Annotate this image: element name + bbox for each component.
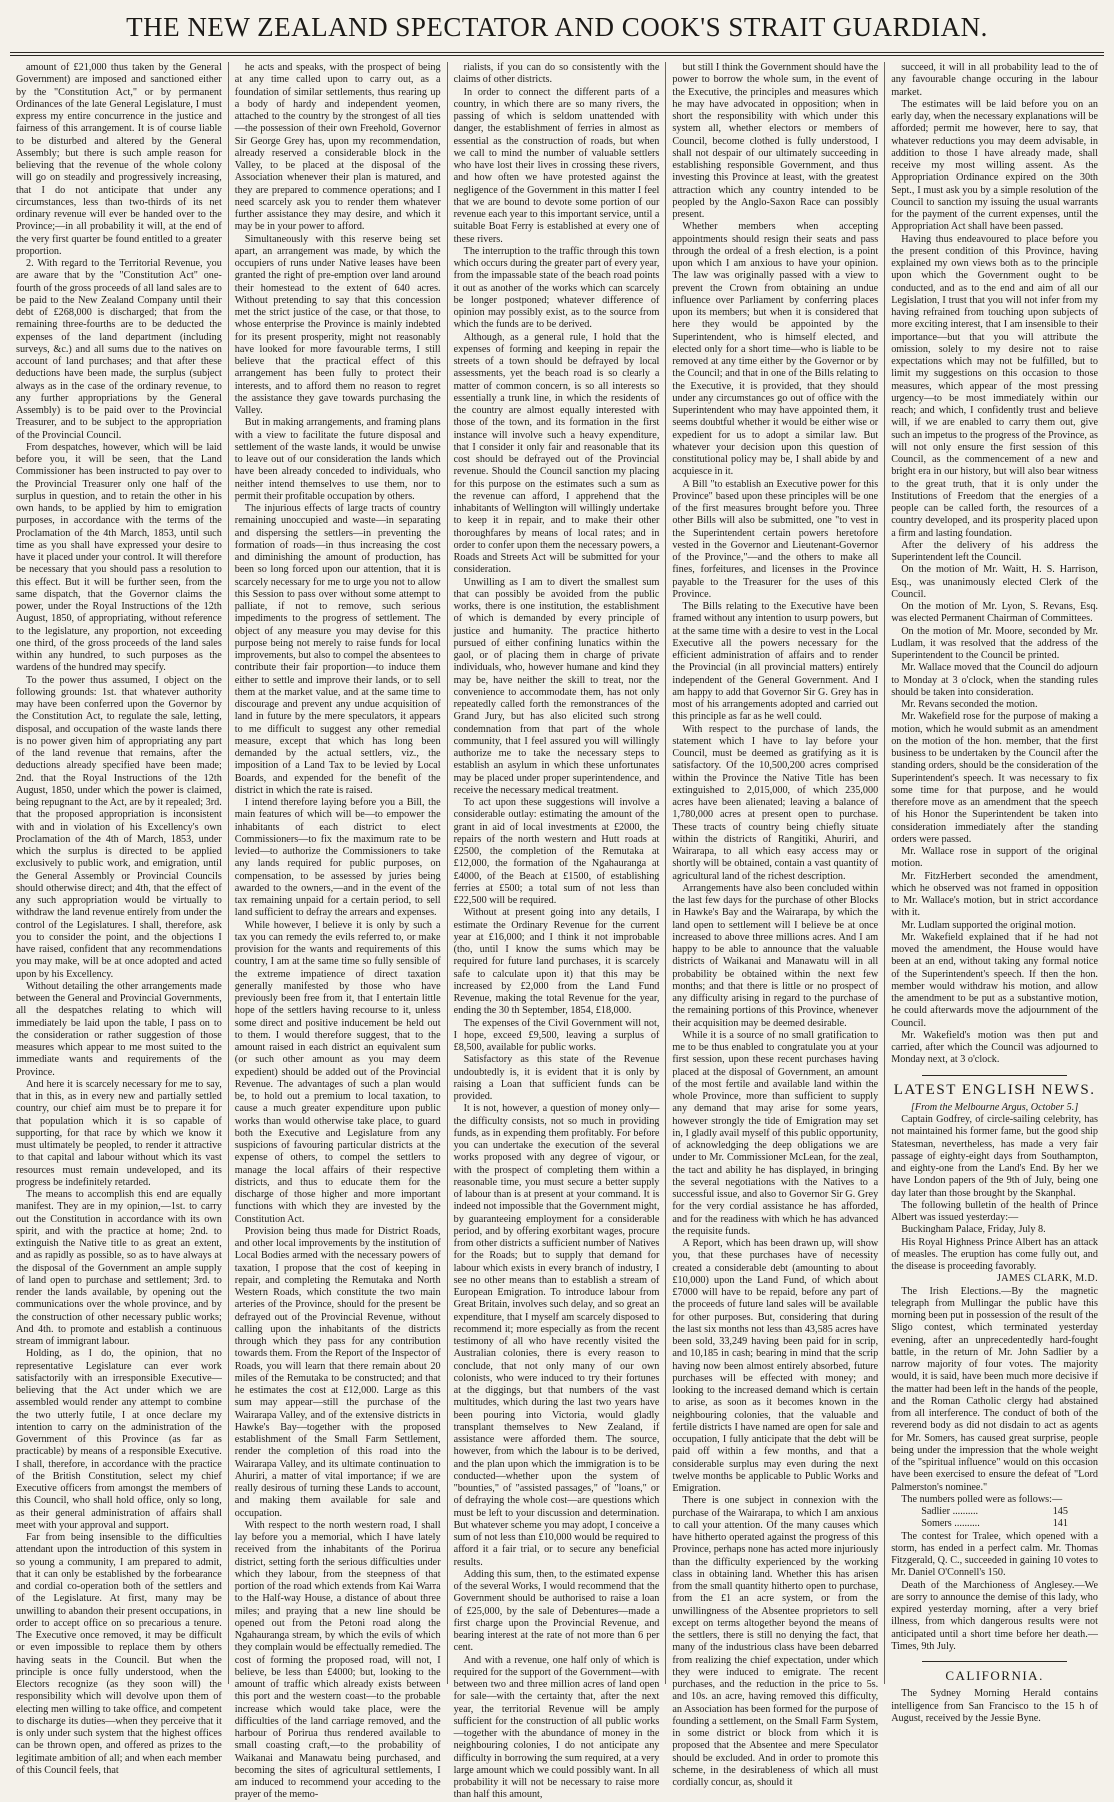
california-paragraphs <box>891 1688 1098 1725</box>
column-4 <box>666 62 885 1788</box>
paragraph: A Bill "to establish an Executive power for this Province" based upon these principles will be one of the first measures brought before you. Three other Bills will also be submitted, one "to vest in the Superintendent certain powers heretofore vested in the Governor and Lieutenant-Governor of the Province,"—and the others to make all fines, forfeitures, and licenses in the Province payable to the Treasurer for the uses of this Province. <box>672 478 879 600</box>
paragraph: succeed, it will in all probability lead to the of any favourable change occuring in the labour market. <box>891 62 1098 98</box>
section-rule <box>922 1075 1067 1076</box>
paragraph: Mr. Wakefield explained that if he had not moved the amendment, the House would have been at an end, without taking any formal notice of the Superintendent's speech. If then the hon. member would withdraw his motion, and allow the amendment to be put as a substantive motion, he could afterwards move the adjournment of the Council. <box>891 931 1098 1029</box>
paragraph: Whether members when accepting appointments should resign their seats and pass through the ordeal of a fresh election, is a point upon which I am anxious to have your opinion. The law was originally passed with a view to prevent the Crown from obtaining an undue influence over Parliament by conferring places upon its members; but when it is considered that here they would be appointed by the Superintendent, who is himself elected, and elected only for a short time—who is liable to be removed at any time either by the Governor or by the Council; and that in one of the Bills relating to the Executive, it is provided, that they should under any circumstances go out of office with the Superintendent who may have appointed them, it seems doubtful whether it would be either wise or expedient for us to adopt a similar law. But whatever your decision upon this question of constitutional policy may be, I shall abide by and acquiesce in it. <box>672 221 879 478</box>
paragraph: Arrangements have also been concluded within the last few days for the purchase of other Blocks in Hawke's Bay and the Wairarapa, by which the land open to settlement will I believe be at once increased to above three millions acres. And I am happy to be able to announce that the valuable districts of Waikanai and Manawatu will in all probability be obtained within the next few months; and that there is little or no prospect of any difficulty arising in regard to the purchase of the remaining portions of this Province, whenever their acquisition may be deemed desirable. <box>672 882 879 1029</box>
column-2 <box>229 62 448 1801</box>
paragraph: Simultaneously with this reserve being set apart, an arrangement was made, by which the occupiers of runs under Native leases have been granted the right of pre-emption over land around their homestead to the extent of 640 acres. Without pretending to say that this concession met the strict justice of the case, or that those, to whose enterprise the Province is mainly indebted for its present prosperity, might not reasonably have looked for more favourable terms, I still believe that the practical effect of this arrangement has been fully to protect their interests, and to afford them no reason to regret the assistance they gave towards purchasing the Valley. <box>234 233 441 416</box>
paragraph: Mr. Wakefield rose for the purpose of making a motion, which he would submit as an amendment on the motion of the hon. member, that the first business to be undertaken by the Council after the standing orders, should be the consideration of the Superintendent's speech. It was necessary to fix some time for that purpose, and he would therefore move as an amendment that the speech of his Honor the Superintendent be taken into consideration immediately after the standing orders were passed. <box>891 711 1098 845</box>
paragraph: Captain Godfrey, of circle-sailing celebrity, has not maintained his former fame, but the good ship Statesman, nevertheless, has made a very fair passage of eighty-eight days from Southampton, and eighty-one from the Land's End. By her we have London papers of the 9th of July, being one day later than those brought by the Skanphal. <box>891 1114 1098 1199</box>
paragraph: While it is a source of no small gratification to me to be thus enabled to congratulate you at your first session, upon these recent purchases having placed at the disposal of Government, an amount of the most fertile and available land within the whole Province, more than sufficient to supply any demand that may arise for some years, however strongly the tide of Emigration may set in, I gladly avail myself of this public opportunity, of acknowledging the deep obligations we are under to Mr. Commissioner McLean, for the zeal, the tact and ability he has displayed, in bringing the several negotiations with the Natives to a successful issue, and also to Governor Sir G. Grey for the very cordial assistance he has afforded, and for the readiness with which he has advanced the requisite funds. <box>672 1029 879 1237</box>
column-5 <box>885 62 1104 1724</box>
paragraph: To act upon these suggestions will involve a considerable outlay: estimating the amount of the grant in aid of local investments at £2000, the repairs of the north western and Hutt roads at £2500, the completion of the Remutaka at £12,000, the formation of the Ngahauranga at £4000, of the Beach at £1500, of establishing ferries at £500; a total sum of not less than £22,500 will be required. <box>453 797 660 906</box>
paragraph: 2. With regard to the Territorial Revenue, you are aware that by the "Constitution Act" one-fourth of the gross proceeds of all land sales are to be paid to the New Zealand Company until their debt of £268,000 is discharged; that from the remaining three-fourths are to be deducted the expenses of the land department (including surveys, &c.) and all sums due to the natives on account of land purchases; and that after these deductions have been made, the surplus (subject always as in the case of the ordinary revenue, to any further appropriations by the General Assembly) is to be paid over to the Provincial Treasurer, and to be subject to the appropriation of the Provincial Council. <box>16 258 222 441</box>
paragraph: Mr. Revans seconded the motion. <box>901 699 1038 710</box>
paragraph: The estimates will be laid before you on an early day, when the necessary explanations will be afforded; permit me however, here to say, that whatever reductions you may deem advisable, in addition to those I have already made, shall receive my most willing assent. As the Appropriation Ordinance expired on the 30th Sept., I must ask you by a simple resolution of the Council to sanction my issuing the usual warrants for the payment of the current expenses, until the Appropriation Act shall have been passed. <box>891 98 1098 233</box>
page-columns <box>10 62 1104 1801</box>
news-paragraphs-2 <box>891 1286 1098 1507</box>
column-1 <box>10 62 229 1776</box>
paragraph: In order to connect the different parts of a country, in which there are so many rivers, the passing of which is seldom unattended with danger, the establishment of ferries in almost as essential as the construction of roads, but when we call to mind the number of valuable settlers who have lost their lives in crossing these rivers, and how often we have protested against the negligence of the Government in this matter I feel that we are bound to devote some portion of our revenue each year to this important service, until a suitable Boat Ferry is established at every one of these rivers. <box>453 86 660 245</box>
paragraph: The numbers polled were as follows:— <box>901 1493 1063 1505</box>
paragraph: Mr. Wallace rose in support of the original motion. <box>891 846 1098 870</box>
paragraph: he acts and speaks, with the prospect of being at any time called upon to carry out, as a foundation of similar settlements, thus rearing up a body of hardy and independent yeomen, attached to the country by the strongest of all ties—the possession of their own Freehold, Governor Sir George Grey has, upon my recommendation, already reserved a considerable block in the Valley, to be placed at the disposal of the Association whenever their plan is matured, and they are prepared to commence operations; and I need scarcely ask you to render them whatever further assistance they may desire, and which it may be in your power to afford. <box>234 62 441 233</box>
paragraph: After the delivery of his address the Superintendent left the Council. <box>891 539 1098 563</box>
paragraph: There is one subject in connexion with the purchase of the Wairarapa, to which I am anxious to call your attention. Of the many causes which have hitherto operated against the progress of this Province, perhaps none has acted more injuriously than the difficulty experienced by the working class in obtaining land. Whether this has arisen from the small quantity hitherto open to purchase, from the £1 an acre system, or from the unwillingness of the Absentee proprietors to sell except on terms altogether beyond the means of the settlers, there is still no denying the fact, that many of the industrious class have been debarred from realizing the chief expectation, under which they were induced to emigrate. The recent purchases, and the reduction in the price to 5s. and 10s. an acre, having removed this difficulty, an Association has been formed for the purpose of founding a settlement, on the Small Farm System, in some district or block from which it is proposed that the Absentee and mere Speculator should be excluded. And in order to promote this scheme, in the desirableness of which all must cordially concur, as, should it <box>672 1495 879 1788</box>
paragraph: Having thus endeavoured to place before you the present condition of this Province, having explained my own views both as to the principle upon which the Government ought to be conducted, and as to the end and aim of all our Legislation, I trust that you will not infer from my having refrained from touching upon subjects of more exciting interest, that I am insensible to their importance—but that you will attribute the omission, solely to my desire not to raise expectations which may not be fulfilled, but to limit my suggestions on this occasion to those measures, which appear of the most pressing urgency—to be most immediately within our reach; and which, I confidently trust and believe will, if we are enabled to carry them out, give such an impetus to the progress of the Province, as will not only ensure the first session of this Council, as the commencement of a new and bright era in our history, but will also bear witness to the great truth, that it is only under the Institutions of Freedom that the energies of a people can be called forth, the resources of a country developed, and its prosperity placed upon a firm and lasting foundation. <box>891 233 1098 539</box>
paragraph: but still I think the Government should have the power to borrow the whole sum, in the event of the Executive, the principles and measures which he may have advocated in opposition; when in short the responsibility with which under this system all, whether electors or members of Council, become clothed is fully understood, I shall not despair of our ultimately succeeding in establishing responsible Government, and thus investing this Province at least, with the greatest attraction which any country intended to be peopled by the Anglo-Saxon Race can possibly present. <box>672 62 879 220</box>
paragraph: rialists, if you can do so consistently with the claims of other districts. <box>453 62 660 86</box>
paragraph: Satisfactory as this state of the Revenue undoubtedly is, it is evident that it is only by raising a Loan that sufficient funds can be provided. <box>453 1054 660 1102</box>
paragraph: The interruption to the traffic through this town which occurs during the greater part of every year, from the impassable state of the beach road points it out as another of the works which can scarcely be longer postponed; whatever difference of opinion may possibly exist, as to the source from which the funds are to be derived. <box>453 245 660 331</box>
paragraph: On the motion of Mr. Moore, seconded by Mr. Ludlam, it was resolved that the address of the Superintendent to the Council be printed. <box>891 625 1098 661</box>
poll-row <box>891 1518 1098 1530</box>
paragraph: Unwilling as I am to divert the smallest sum that can possibly be avoided from the public works, there is one institution, the establishment of which is demanded by every principle of justice and humanity. The practice hitherto pursued of either confining lunatics within the gaol, or of placing them in charge of private individuals, who, however humane and kind they may be, have neither the skill to treat, nor the convenience to accommodate them, has not only repeatedly called forth the remonstrances of the Grand Jury, but has also elicited such strong condemnation from that part of the whole community, that I feel assured you will willingly authorize me to take the necessary steps to establish an asylum in which these unfortunates may be placed under proper superintendence, and receive the necessary medical treatment. <box>453 576 660 796</box>
news-signature: JAMES CLARK, M.D. <box>997 1273 1098 1285</box>
paragraph: But in making arrangements, and framing plans with a view to facilitate the future disposal and settlement of the waste lands, it would be unwise to leave out of our consideration the lands which have been already conceded to individuals, who neither intend themselves to use them, nor to permit their profitable occupation by others. <box>234 417 441 502</box>
paragraph: Without at present going into any details, I estimate the Ordinary Revenue for the current year at £16,000; and I think it not improbable (tho, until I know the sums which may be required for future land purchases, it is scarcely safe to calculate upon it) that this may be increased by £2,000 from the Land Fund Revenue, making the total Revenue for the year, ending the 30 th September, 1854, £18,000. <box>453 907 660 1017</box>
paragraph: Provision being thus made for District Roads, and other local improvements by the institution of Local Bodies armed with the necessary powers of taxation, I propose that the cost of keeping in repair, and completing the Remutaka and North Western Roads, which constitute the two main arteries of the Province, should for the present be defrayed out of the Provincial Revenue, without calling upon the inhabitants of the districts through which they pass for any contribution towards them. From the Report of the Inspector of Roads, you will learn that there remain about 20 miles of the Remutaka to be constructed; and that he estimates the cost at £12,000. Large as this sum may appear—still the purchase of the Wairarapa Valley, and of the extensive districts in Hawke's Bay—together with the proposed establishment of the Small Farm Settlement, render the completion of this road into the Wairarapa Valley, and its ultimate continuation to Ahuriri, a matter of vital importance; if we are really desirous of turning these Lands to account, and making them available for sale and occupation. <box>234 1225 441 1519</box>
paragraph: Death of the Marchioness of Anglesey.—We are sorry to announce the demise of this lady, who expired yesterday morning, after a very brief illness, from which dangerous results were not anticipated until a short time before her death.—Times, 9th July. <box>891 1579 1098 1652</box>
paragraph: With respect to the north western road, I shall lay before you a memorial, which I have lately received from the inhabitants of the Porirua district, setting forth the serious difficulties under which they labour, from the steepness of that portion of the road which extends from Kai Warra to the Half-way House, a distance of about three miles; and praying that a new line should be opened out from the Petoni road along the Ngahauranga stream, by which the evils of which they complain would be effectually remedied. The cost of forming the proposed road, will not, I believe, be less than £4000; but, looking to the amount of traffic which already exists between this port and the western coast—to the probable increase which would take place, were the difficulties of the land carriage removed, and the harbour of Porirua thus rendered available to small coasting craft,—to the probability of Waikanai and Manawatu being purchased, and becoming the sites of agricultural settlements, I am induced to recommend your acceding to the prayer of the memo- <box>234 1519 441 1801</box>
paragraph: On the motion of Mr. Lyon, S. Revans, Esq. was elected Permanent Chairman of Committees. <box>891 601 1098 625</box>
candidate-votes: 141 <box>1052 1518 1068 1530</box>
paragraph: His Royal Highness Prince Albert has an attack of measles. The eruption has come fully out, and the disease is proceeding favorably. <box>891 1236 1098 1272</box>
news-source: [From the Melbourne Argus, October 5.] <box>910 1101 1079 1113</box>
paragraph: The expenses of the Civil Government will not, I hope, exceed £9,500, leaving a surplus of £8,500, available for public works. <box>453 1017 660 1053</box>
paragraph: Mr. Ludlam supported the original motion. <box>901 919 1076 931</box>
paragraph: And with a revenue, one half only of which is required for the support of the Government—with between two and three million acres of land open for sale—with the certainty that, after the next year, the territorial Revenue will be amply sufficient for the construction of all public works—together with the abundance of money in the neighbouring colonies, I do not anticipate any difficulty in borrowing the sum required, at a very large amount which we could possibly want. In all probability it will not be necessary to raise more than half this amount, <box>453 1654 660 1801</box>
masthead-title: THE NEW ZEALAND SPECTATOR AND COOK'S STRAIT GUARDIAN. <box>126 12 988 42</box>
california-heading: CALIFORNIA. <box>945 1668 1044 1683</box>
masthead-rule-bottom <box>10 55 1104 56</box>
paragraph: The means to accomplish this end are equally manifest. They are in my opinion,—1st. to carry out the Constitution in accordance with its own spirit, and with the practice at home; 2nd. to extinguish the Native title to as great an extent, and as rapidly as possible, so as to have always at the disposal of the Government an ample supply of land open to purchase and settlement; 3rd. to render the lands available, by opening out the communications over the whole province, and by the construction of other necessary public works; And 4th. to promote and establish a continuous stream of immigrant labour. <box>16 1189 222 1347</box>
paragraph: It is not, however, a question of money only—the difficulty consists, not so much in providing funds, as in expending them profitably. For before you can undertake the execution of the several works proposed with any degree of vigour, or with the prospect of completing them within a reasonable time, you must secure a better supply of labour than is at present at your command. It is indeed not impossible that the Government might, by guaranteeing employment for a considerable period, and by offering exorbitant wages, procure from other districts a sufficient number of Natives for the Roads; but to supply that demand for labour which exists in every branch of industry, I see no other means than to establish a stream of European Emigration. To introduce labour from Great Britain, involves such delay, and so great an expenditure, that I myself am scarcely disposed to recommend it; more especially as from the recent testimony of all who have recently visited the Australian colonies, there is every reason to conclude, that not only many of our own colonists, who were induced to try their fortunes at the diggings, but that numbers of the vast multitudes, which during the last two years have been pouring into Victoria, would gladly transplant themselves to New Zealand, if assistance were afforded them. The source, however, from which the labour is to be derived, and the plan upon which the immigration is to be conducted—whether upon the system of "bounties," of "assisted passages," of "loans," or of defraying the whole cost—are questions which must be left to your discussion and determination. But whatever scheme you may adopt, I conceive a sum of not less than £10,000 would be required to afford it a fair trial, or to secure any beneficial results. <box>453 1103 660 1568</box>
paragraph: And here it is scarcely necessary for me to say, that in this, as in every new and partially settled country, our chief aim must be to prepare it for that population which it is so capable of supporting, for that race by which we know it must ultimately be peopled, to render it attractive to that capital and labour without which its vast resources must remain undeveloped, and its progress be indefinitely retarded. <box>16 1078 222 1188</box>
news-paragraphs-3 <box>891 1531 1098 1654</box>
paragraph: Holding, as I do, the opinion, that no representative Legislature can ever work satisfactorily with an irresponsible Executive—believing that the Act under which we are assembled would render any attempt to combine the two utterly futile, I at once declare my intention to carry on the administration of the Government of this Province (as far as practicable) by means of a responsible Executive. I shall, therefore, in accordance with the practice of the British Constitution, select my chief Executive officers from amongst the members of this Council, who shall hold office, only so long, as their general administration of affairs shall meet with your approval and support. <box>16 1348 222 1531</box>
paragraph: On the motion of Mr. Waitt, H. S. Harrison, Esq., was unanimously elected Clerk of the Council. <box>891 564 1098 600</box>
paragraph: amount of £21,000 thus taken by the General Government) are imposed and sanctioned either by the "Constitution Act," or by permanent Ordinances of the late General Legislature, I must express my entire concurrence in the justice and fairness of this arrangement. It is of course liable to be disturbed and altered by the General Assembly; but there is such ample reason for believing that the revenue of the whole colony will go on steadily and progressively increasing, that I do not anticipate that under any circumstances, less than two-thirds of its net ordinary revenue will ever be handed over to the Province;—in all probability it will, at the end of the very first quarter be found entitled to a greater proportion. <box>16 62 222 257</box>
candidate-name: Sadlier .......... <box>921 1506 979 1517</box>
paragraph: The Sydney Morning Herald contains intelligence from San Francisco to the 15 h of August, received by the Jessie Byne. <box>891 1688 1098 1724</box>
poll-row <box>891 1506 1098 1518</box>
paragraph: A Report, which has been drawn up, will show you, that these purchases have of necessity created a considerable debt (amounting to about £10,000) upon the Land Fund, of which about £7000 will have to be repaid, before any part of the proceeds of future land sales will be available for other purposes. But, considering that during the last six months not less than 43,585 acres have been sold, 33,249 having been paid for in scrip, and 10,185 in cash; bearing in mind that the scrip having now been almost entirely absorbed, future purchases will be effected with money; and looking to the increased demand which is certain to arise, as soon as it becomes known in the neighbouring colonies, that the valuable and fertile districts I have named are open for sale and occupation, I fully anticipate that the debt will be paid off within a few months, and that a considerable surplus may even during the next twelve months be applicable to Public Works and Emigration. <box>672 1238 879 1494</box>
poll-results <box>891 1506 1098 1531</box>
paragraph: The injurious effects of large tracts of country remaining unoccupied and waste—in separating and dispersing the settlers—in preventing the formation of roads—in thus increasing the cost and diminishing the amount of production, has been so long forced upon our attention, that it is scarcely necessary for me to urge you not to allow this Session to pass over without some attempt to palliate, if not to remove, such serious impediments to the progress of settlement. The object of any measure you may devise for this purpose being not merely to raise funds for local improvements, but also to compel the absentees to contribute their fair proportion—to induce them either to settle and improve their lands, or to sell them at the market value, and at the same time to discourage and prevent any undue acquisition of land in future by the mere speculators, it appears to me difficult to suggest any other remedial measure, except that which has long been demanded by the actual settlers, viz., the imposition of a Land Tax to be levied by Local Boards, and expended for the benefit of the district in which the rate is raised. <box>234 503 441 796</box>
paragraph: While however, I believe it is only by such a tax you can remedy the evils referred to, or make provision for the wants and requirements of this country, I am at the same time so fully sensible of the extreme impatience of direct taxation generally manifested by those who have previously been free from it, that I entertain little hope of the settlers having recourse to it, unless some direct and positive inducement be held out to them. I would therefore suggest, that to the amount raised in each district an equivalent sum (or such other amount as you may deem expedient) should be added out of the Provincial Revenue. The advantages of such a plan would be, to hold out a premium to local taxation, to cause a much greater expenditure upon public works than would otherwise take place, to guard both the Executive and Legislature from any suspicions of favouring particular districts at the expense of others, to compel the settlers to manage the local affairs of their respective districts, and thus to educate them for the discharge of those higher and more important functions with which they are invested by the Constitution Act. <box>234 919 441 1225</box>
paragraph: The contest for Tralee, which opened with a storm, has ended in a perfect calm. Mr. Thomas Fitzgerald, Q. C., succeeded in gaining 10 votes to Mr. Daniel O'Connell's 150. <box>891 1530 1098 1579</box>
masthead-rule-top <box>10 52 1104 53</box>
news-heading: LATEST ENGLISH NEWS. <box>893 1081 1096 1098</box>
section-rule-2 <box>922 1661 1067 1662</box>
paragraph: Mr. Wallace moved that the Council do adjourn to Monday at 3 o'clock, when the standing rules should be taken into consideration. <box>891 662 1098 698</box>
paragraph: I intend therefore laying before you a Bill, the main features of which will be—to empower the inhabitants of each district to elect Commissioners—to fix the maximum rate to be levied—to authorize the Commissioners to take any lands required for public purposes, on compensation, to be assessed by juries being awarded to the owners,—and in the event of the tax remaining unpaid for a certain period, to sell land sufficient to defray the arrears and expenses. <box>234 797 441 919</box>
column-5-intro <box>891 62 1098 1067</box>
paragraph: Adding this sum, then, to the estimated expense of the several Works, I would recommend that the Government should be authorised to raise a loan of £25,000, by the sale of Debentures—made a first charge upon the Provincial Revenue, and bearing interest at the rate of not more than 6 per cent. <box>453 1568 660 1654</box>
paragraph: Far from being insensible to the difficulties attendant upon the introduction of this system in so young a community, I am prepared to admit, that it can only be established by the forbearance and cordial co-operation both of the settlers and of the Legislature. At first, many may be unwilling to abandon their present occupations, in order to accept office on so precarious a tenure. The Executive once removed, it may be difficult or even impossible to replace them by others having seats in the Council. But when the principle is once fully understood, when the Electors recognize (as they soon will) the responsibility which will devolve upon them of electing men willing to take office, and competent to discharge its duties—when they perceive that it is only under such system that the highest offices can be thrown open, and offered as prizes to the legitimate ambition of all; and when each member of this Council feels, that <box>16 1532 222 1776</box>
paragraph: Without detailing the other arrangements made between the General and Provincial Governments, all the despatches relating to which will immediately be laid upon the table, I pass on to the consideration or rather suggestion of those measures which appear to me most suited to the immediate wants and requirements of the Province. <box>16 980 222 1078</box>
paragraph: The following bulletin of the health of Prince Albert was issued yesterday:— <box>891 1199 1098 1223</box>
paragraph: Buckingham Palace, Friday, July 8. <box>901 1224 1046 1236</box>
news-paragraphs <box>891 1114 1098 1273</box>
paragraph: With respect to the purchase of lands, the statement which I have to lay before your Council, must be deemed as gratifying as it is satisfactory. Of the 10,500,200 acres comprised within the Province the Native Title has been extinguished to 2,015,000, of which 235,000 acres have been alienated; leaving a balance of 1,780,000 acres at present open to purchase. These tracts of country being chiefly situate within the districts of Rangitiki, Ahuriri, and Wairarapa, to all which easy access may or shortly will be obtained, contain a vast quantity of agricultural land of the richest description. <box>672 723 879 882</box>
paragraph: Mr. FitzHerbert seconded the amendment, which he observed was not framed in opposition to Mr. Wallace's motion, but in strict accordance with it. <box>891 870 1098 919</box>
paragraph: The Irish Elections.—By the magnetic telegraph from Mullingar the public have this morning been put in possession of the result of the Sligo contest, which terminated yesterday evening, after an unprecedentedly hard-fought battle, in the return of Mr. John Sadlier by a narrow majority of four votes. The majority would, it is said, have been much more decisive if the matter had been left in the hands of the people, and the Roman Catholic clergy had abstained from all interference. The conduct of both of the reverend body as did not disdain to act as agents for Mr. Somers, has caused great surprise, people being under the impression that the whole weight of the "spiritual influence" would on this occasion have been exercised to ensure the defeat of "Lord Palmerston's nominee." <box>891 1285 1098 1493</box>
paragraph: The Bills relating to the Executive have been framed without any intention to usurp powers, but at the same time with a desire to vest in the Local Executive all the powers necessary for the efficient administration of affairs and to render the Provincial (in all provincial matters) entirely independent of the General Government. And I am happy to add that Governor Sir G. Grey has in most of his arrangements adopted and carried out this principle as far as he well could. <box>672 601 879 723</box>
column-3 <box>448 62 667 1801</box>
candidate-votes: 145 <box>1052 1506 1068 1517</box>
candidate-name: Somers .......... <box>921 1518 980 1530</box>
paragraph: To the power thus assumed, I object on the following grounds: 1st. that whatever authority may have been conferred upon the Governor by the Constitution Act, to regulate the sale, letting, disposal, and occupation of the waste lands there is no power given him of appropriating any part of the land revenue that remains, after the deductions already specified have been made; 2nd. that the Royal Instructions of the 12th August, 1850, under which the power is claimed, being repugnant to the Act, are by it repealed; 3rd. that the proposed appropriation is inconsistent with and in violation of his Excellency's own Proclamation of the 4th of March, 1853, under which the surplus is directed to be applied exclusively to public work, and emigration, until the General Assembly or Provincial Councils should otherwise direct; and 4th, that the effect of any such appropriation would be virtually to withdraw the land revenue entirely from under the control of the Legislatures. I shall, therefore, ask you to consider the point, and the objections I have raised, confident that any recommendations you may make, will be at once adopted and acted upon by his Excellency. <box>16 674 222 980</box>
paragraph: Mr. Wakefield's motion was then put and carried, after which the Council was adjourned to Monday next, at 3 o'clock. <box>891 1029 1098 1066</box>
paragraph: Although, as a general rule, I hold that the expenses of forming and keeping in repair the streets of a town should be defrayed by local assessments, yet the beach road is so clearly a matter of common concern, is so all interests so essentially a trunk line, in which the residents of the country are almost equally interested with those of the town, and its formation in the first instance will involve such a heavy expenditure, that I consider it only fair and reasonable that its cost should be defrayed out of the Provincial revenue. Should the Council sanction my placing for this purpose on the estimates such a sum as the revenue can afford, I apprehend that the inhabitants of Wellington will willingly undertake to keep it in repair, and to make their other thoroughfares by means of local rates; and in order to confer upon them the necessary powers, a Roads and Streets Act will be submitted for your consideration. <box>453 331 660 576</box>
paragraph: From despatches, however, which will be laid before you, it will be seen, that the Land Commissioner has been instructed to pay over to the Provincial Treasurer only one half of the surplus in question, and to retain the other in his own hands, to be applied by him to emigration purposes, in accordance with the terms of the Proclamation of the 4th March, 1853, until such time as you shall have expressed your desire to have it placed under your control. It will therefore be necessary that you should pass a resolution to this effect. But it will be further seen, from the same dispatch, that the Governor claims the power, under the Royal Instructions of the 12th August, 1850, of appropriating, without reference to the legislature, any proportion, not exceeding one third, of the gross proceeds of the land sales within any hundred, to such purposes as the wardens of the hundred may specify. <box>16 441 222 674</box>
